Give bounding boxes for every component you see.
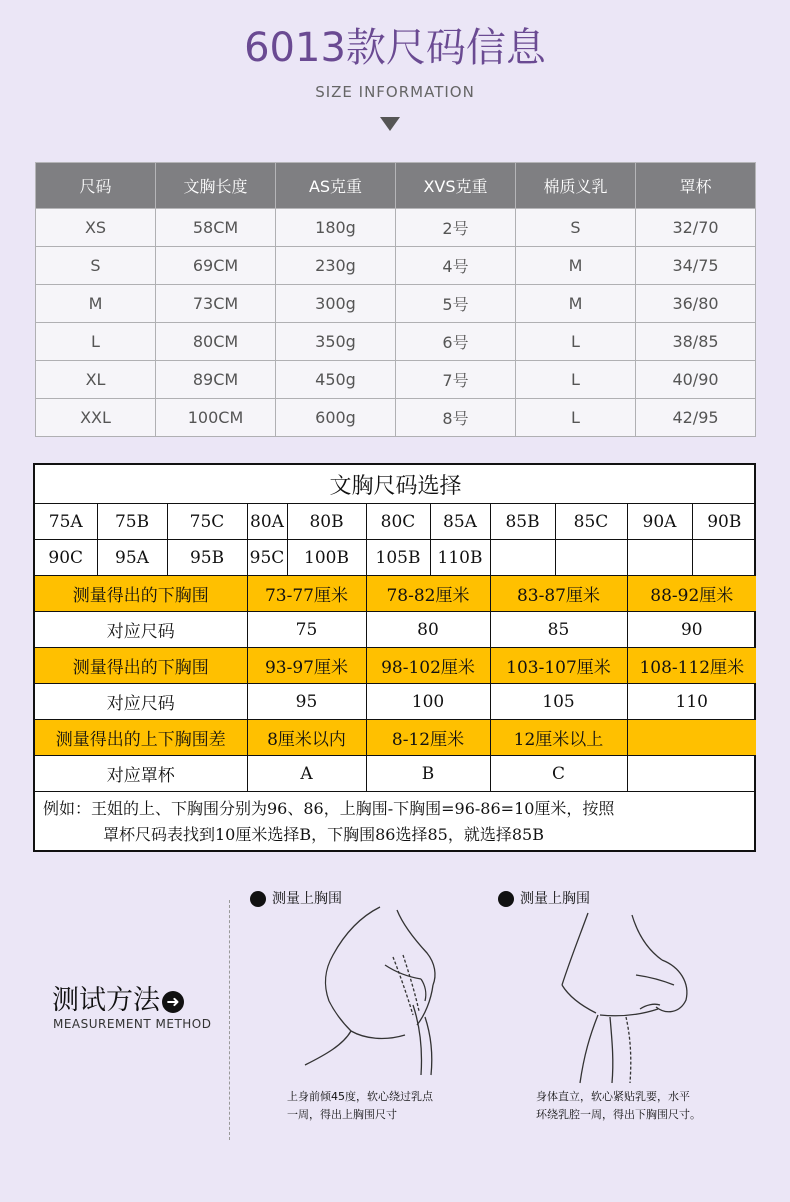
size-table-cell: 600g	[276, 399, 396, 437]
band-size-row	[35, 684, 756, 720]
size-table-cell: M	[516, 247, 636, 285]
size-table-row	[36, 247, 756, 285]
band-size: 95	[247, 684, 366, 720]
size-table-cell: 4号	[396, 247, 516, 285]
underbust-range-row	[35, 576, 756, 612]
down-arrow-icon	[380, 117, 400, 131]
measure-under-bust-illustration-icon	[540, 905, 730, 1085]
bra-size-cell: 85A	[430, 504, 490, 540]
step1-caption-line: 上身前倾45度，软心绕过乳点	[287, 1090, 433, 1103]
band-size: 105	[490, 684, 627, 720]
bra-size-cell	[490, 540, 555, 576]
measurement-title	[52, 978, 184, 1017]
underbust-range-row	[35, 648, 756, 684]
example-note-row	[35, 792, 756, 853]
size-table-cell: 42/95	[636, 399, 756, 437]
size-table-header-row	[36, 163, 756, 209]
divider-line	[229, 900, 230, 1140]
step1-caption	[287, 1088, 507, 1124]
size-table-cell: 450g	[276, 361, 396, 399]
underbust-label: 测量得出的下胸围	[35, 576, 247, 612]
bust-difference-row	[35, 720, 756, 756]
band-size: 80	[366, 612, 490, 648]
bra-size-cell	[692, 540, 756, 576]
bra-size-cell: 75C	[167, 504, 247, 540]
bra-sizes-row	[35, 504, 756, 540]
bra-size-cell: 85B	[490, 504, 555, 540]
band-size-label: 对应尺码	[35, 684, 247, 720]
size-table-cell: L	[516, 323, 636, 361]
step1-caption-line: 一周，得出上胸围尺寸	[287, 1108, 397, 1121]
band-size: 90	[627, 612, 756, 648]
size-table-cell: 2号	[396, 209, 516, 247]
cup-size: C	[490, 756, 627, 792]
measurement-subtitle: MEASUREMENT METHOD	[53, 1017, 212, 1031]
size-table-cell: 89CM	[156, 361, 276, 399]
band-size: 100	[366, 684, 490, 720]
step2-caption-line: 身体直立，软心紧贴乳要，水平	[536, 1090, 690, 1103]
size-table-cell: 40/90	[636, 361, 756, 399]
underbust-range: 103-107厘米	[490, 648, 627, 684]
example-note-line: 罩杯尺码表找到10厘米选择B，下胸围86选择85，就选择85B	[103, 825, 544, 844]
size-table-cell: 180g	[276, 209, 396, 247]
size-table-cell: 36/80	[636, 285, 756, 323]
bullet-icon	[498, 891, 514, 907]
bra-size-cell	[627, 540, 692, 576]
size-table-cell: S	[516, 209, 636, 247]
size-table-cell: XXL	[36, 399, 156, 437]
bra-table-title: 文胸尺码选择	[35, 465, 756, 504]
step1-label-text: 测量上胸围	[272, 891, 342, 907]
step2-label-text: 测量上胸围	[520, 891, 590, 907]
bra-size-cell: 95B	[167, 540, 247, 576]
size-table-header-cell: 文胸长度	[156, 163, 276, 209]
underbust-range: 78-82厘米	[366, 576, 490, 612]
bra-size-cell: 90A	[627, 504, 692, 540]
cup-label: 对应罩杯	[35, 756, 247, 792]
size-table-row	[36, 399, 756, 437]
size-table-header-cell: 棉质义乳	[516, 163, 636, 209]
bra-size-cell: 100B	[287, 540, 366, 576]
size-table-cell: XS	[36, 209, 156, 247]
bust-difference	[627, 720, 756, 756]
size-table-cell: S	[36, 247, 156, 285]
bra-size-selection-box	[33, 463, 756, 852]
band-size: 110	[627, 684, 756, 720]
bra-size-cell: 90B	[692, 504, 756, 540]
size-table-cell: 73CM	[156, 285, 276, 323]
bullet-icon	[250, 891, 266, 907]
measurement-title-text: 测试方法	[52, 985, 160, 1016]
cup-size: A	[247, 756, 366, 792]
example-note	[35, 792, 756, 853]
cup-size: B	[366, 756, 490, 792]
size-table-row	[36, 361, 756, 399]
underbust-range: 73-77厘米	[247, 576, 366, 612]
size-table-cell: 5号	[396, 285, 516, 323]
bust-difference-label: 测量得出的上下胸围差	[35, 720, 247, 756]
bra-size-cell: 95C	[247, 540, 287, 576]
size-table-header-cell: 罩杯	[636, 163, 756, 209]
size-table-cell: L	[36, 323, 156, 361]
size-table-cell: 69CM	[156, 247, 276, 285]
bra-size-cell: 80B	[287, 504, 366, 540]
size-table-cell: 100CM	[156, 399, 276, 437]
bust-difference: 8厘米以内	[247, 720, 366, 756]
size-table-cell: 38/85	[636, 323, 756, 361]
size-table-header-cell: 尺码	[36, 163, 156, 209]
step2-caption	[536, 1088, 776, 1124]
underbust-label: 测量得出的下胸围	[35, 648, 247, 684]
underbust-range: 93-97厘米	[247, 648, 366, 684]
underbust-range: 98-102厘米	[366, 648, 490, 684]
bra-size-cell: 75B	[97, 504, 167, 540]
size-table-header-cell: XVS克重	[396, 163, 516, 209]
size-table-cell: XL	[36, 361, 156, 399]
size-table-cell: 80CM	[156, 323, 276, 361]
size-table-cell: 32/70	[636, 209, 756, 247]
bra-size-cell: 90C	[35, 540, 97, 576]
example-note-line: 例如：王姐的上、下胸围分别为96、86，上胸围-下胸围=96-86=10厘米，按照	[43, 799, 615, 818]
size-table-cell: 7号	[396, 361, 516, 399]
step2-caption-line: 环绕乳腔一周，得出下胸围尺寸。	[536, 1108, 701, 1121]
bra-size-cell: 95A	[97, 540, 167, 576]
size-table-cell: 350g	[276, 323, 396, 361]
size-table-cell: 8号	[396, 399, 516, 437]
bra-size-cell: 80C	[366, 504, 430, 540]
bra-size-cell: 80A	[247, 504, 287, 540]
bust-difference: 8-12厘米	[366, 720, 490, 756]
bra-size-cell: 75A	[35, 504, 97, 540]
size-table-row	[36, 209, 756, 247]
band-size: 85	[490, 612, 627, 648]
bust-difference: 12厘米以上	[490, 720, 627, 756]
size-table-header-cell: AS克重	[276, 163, 396, 209]
size-table-cell: M	[36, 285, 156, 323]
band-size-label: 对应尺码	[35, 612, 247, 648]
measure-upper-bust-illustration-icon	[285, 905, 475, 1080]
page-title: 6013款尺码信息	[244, 25, 546, 71]
band-size-row	[35, 612, 756, 648]
cup-size	[627, 756, 756, 792]
band-size: 75	[247, 612, 366, 648]
size-table-cell: 58CM	[156, 209, 276, 247]
underbust-range: 108-112厘米	[627, 648, 756, 684]
size-table-cell: 34/75	[636, 247, 756, 285]
bra-size-cell: 85C	[555, 504, 627, 540]
size-table-cell: 230g	[276, 247, 396, 285]
bra-size-cell: 110B	[430, 540, 490, 576]
size-table-cell: L	[516, 361, 636, 399]
size-table-cell: 300g	[276, 285, 396, 323]
bra-size-cell	[555, 540, 627, 576]
size-table-cell: L	[516, 399, 636, 437]
cup-row	[35, 756, 756, 792]
bra-size-selection-table	[35, 465, 756, 852]
bra-size-cell: 105B	[366, 540, 430, 576]
page-subtitle: SIZE INFORMATION	[315, 83, 475, 101]
bra-sizes-row	[35, 540, 756, 576]
arrow-right-circle-icon: ➜	[162, 991, 184, 1013]
underbust-range: 83-87厘米	[490, 576, 627, 612]
size-info-table	[35, 162, 756, 437]
size-table-cell: 6号	[396, 323, 516, 361]
size-table-row	[36, 323, 756, 361]
size-table-row	[36, 285, 756, 323]
size-table-cell: M	[516, 285, 636, 323]
underbust-range: 88-92厘米	[627, 576, 756, 612]
